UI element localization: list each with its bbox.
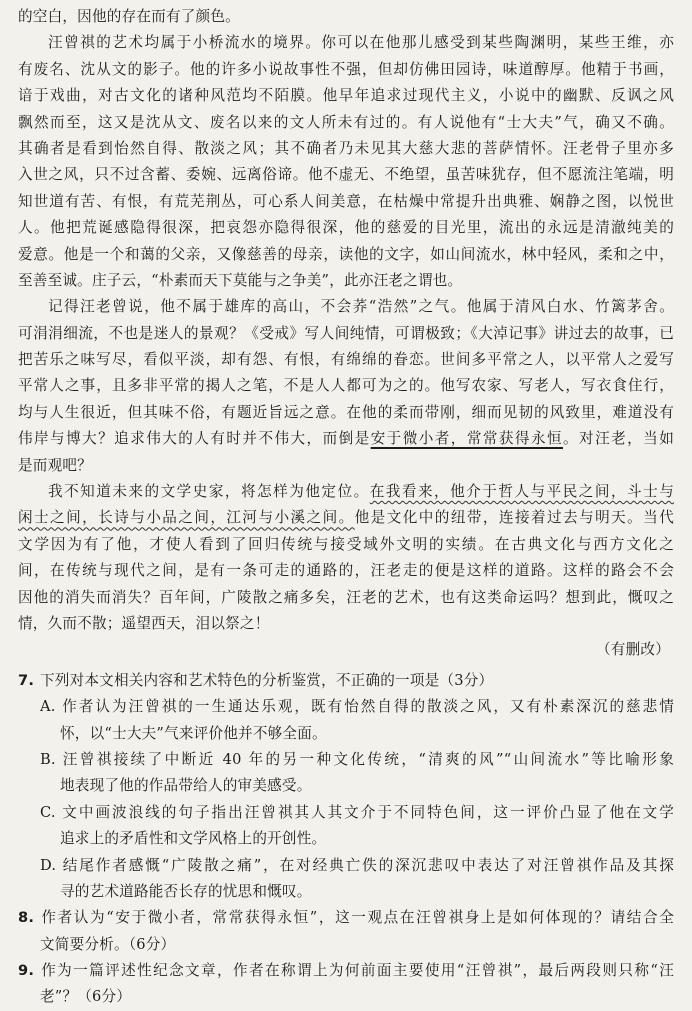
paragraph-1 [18,30,674,294]
option-c: C. 文中画波浪线的句子指出汪曾祺其人其文介于不同特色间，这一评价凸显了他在文学 [40,803,674,821]
option-a: A. 作者认为汪曾祺的一生通达乐观，既有怡然自得的散淡之风，又有朴素深沉的慈悲情 [40,698,674,716]
paragraph-3 [18,479,674,637]
option-a-cont: 怀，以“士大夫”气来评价他并不够全面。 [60,724,327,742]
question-text-cont: 文简要分析。（6分） [40,935,176,953]
passage-line: 可涓涓细流，不也是迷人的景观？《受戒》写人间纯情，可谓极致；《大淖记事》讲过去的故事，已 [18,324,674,342]
passage-line: 间，在传统与现代之间，是有一条可走的通路的，汪老走的便是这样的道路。这样的路会不会 [18,562,674,580]
question-7 [18,668,674,906]
passage-line: 把苦乐之味写尽，看似平淡，却有怨、有恨，有绵绵的眷恋。世间多平常之人，以平常人之爱写 [18,351,674,369]
question-text: 作为一篇评述性纪念文章，作者在称谓上为何前面主要使用“汪曾祺”，最后两段则只称“汪 [40,962,674,980]
passage-line: 飘然而至，这又是沈从文、废名以来的文人所未有过的。有人说他有“士大夫”气，确又不确。 [18,113,674,131]
question-stem [18,958,674,984]
passage-line: 知世道有苦、有恨，有荒芜荆丛，可心系人间美意，在枯燥中常提升出典雅、娴静之图，以悦世 [18,192,674,210]
passage-line: 平常人之事，且多非平常的揭人之笔，不是人人都可为之的。他写农家、写老人，写衣食住行， [18,377,674,395]
question-number: 9. [18,962,35,980]
wavy-underlined-sentence: 在我看来，他介于哲人与平民之间，斗士与 [369,483,674,501]
passage-line: 爱意。他是一个和蔼的父亲，又像慈善的母亲，读他的文字，如山间流水，林中轻风，柔和之中， [18,245,674,263]
passage-line: 其确者是看到怡然自得、散淡之风；其不确者乃未见其大慈大悲的菩萨情怀。汪老骨子里亦多 [18,139,674,157]
question-stem [18,668,674,694]
passage-line: 记得汪老曾说，他不属于雄库的高山，不会荞“浩然”之气。他属于清风白水、竹篱茅舍。 [48,298,674,316]
source-note: （有删改） [596,641,670,659]
passage-line [18,479,674,505]
passage-line [18,426,674,452]
passage-line: 有废名、沈从文的影子。他的许多小说故事性不强，但却仿佛田园诗，味道醇厚。他精于书画， [18,60,674,78]
paragraph-2 [18,294,674,479]
passage-line [18,505,674,531]
question-stem [18,905,674,931]
question-number: 7. [18,671,35,689]
option-b-cont: 地表现了他的作品带给人的审美感受。 [60,777,312,795]
passage-text: 他是文化中的纽带，连接着过去与明天。当代 [354,509,674,527]
passage-line: 至善至诚。庄子云，“朴素而天下莫能与之争美”，此亦汪老之谓也。 [18,271,463,289]
passage-line: 人。他把荒诞感隐得很深，把哀怨亦隐得很深，他的慈爱的目光里，流出的永远是清澈纯美的 [18,219,674,237]
passage-line: 文学因为有了他，才使人看到了回归传统与接受域外文明的实绩。在古典文化与西方文化之 [18,535,674,553]
wavy-underlined-sentence: 闲士之间，长诗与小品之间，江河与小溪之间。 [18,509,355,527]
question-text-cont: 老”？（6分） [40,988,132,1006]
passage-line: 情，久而不散；遥望西天，泪以祭之！ [18,614,270,632]
passage-line: 入世之风，只不过含蓄、委婉、远离俗谛。他不虚无、不绝望，虽苦味犹存，但不愿流注笔端，明 [18,166,674,184]
option-d: D. 结尾作者感慨“广陵散之痛”，在对经典亡佚的深沉悲叹中表达了对汪曾祺作品及其探 [40,856,674,874]
option-d-cont: 寻的艺术道路能否长存的忧思和慨叹。 [60,882,312,900]
passage-text: 。对汪老，当如 [563,430,674,448]
question-text: 下列对本文相关内容和艺术特色的分析鉴赏，不正确的一项是（3分） [40,671,494,689]
passage-text: 我不知道未来的文学史家，将怎样为他定位。 [48,483,370,501]
underlined-quote: 安于微小者，常常获得永恒 [370,430,564,448]
passage-line: 汪曾祺的艺术均属于小桥流水的境界。你可以在他那儿感受到某些陶渊明，某些王维，亦 [48,34,674,52]
passage-line: 是而观吧？ [18,456,92,474]
passage-line: 谙于戏曲，对古文化的诸种风范均不陌膜。他早年追求过现代主义，小说中的幽默、反讽之风 [18,87,674,105]
option-b: B. 汪曾祺接续了中断近 40 年的另一种文化传统，“清爽的风”“山间流水”等比喻形象 [40,750,674,768]
passage-line: 因他的消失而消失？百年间，广陵散之痛多矣，汪老的艺术，也有这类命运吗？想到此，慨叹之 [18,588,674,606]
passage-line: 的空白，因他的存在而有了颜色。 [18,8,240,25]
question-text: 作者认为“安于微小者，常常获得永恒”，这一观点在汪曾祺身上是如何体现的？请结合全 [40,909,674,927]
passage-text: 伟岸与博大？追求伟大的人有时并不伟大，而倒是 [18,430,371,448]
question-number: 8. [18,909,35,927]
question-9 [18,958,674,1011]
question-8 [18,905,674,958]
passage-line: 均与人生很近，但其味不俗，有题近旨远之意。在他的柔而带刚，细而见韧的风致里，难道没有 [18,403,674,421]
option-c-cont: 追求上的矛盾性和文学风格上的开创性。 [60,830,327,848]
